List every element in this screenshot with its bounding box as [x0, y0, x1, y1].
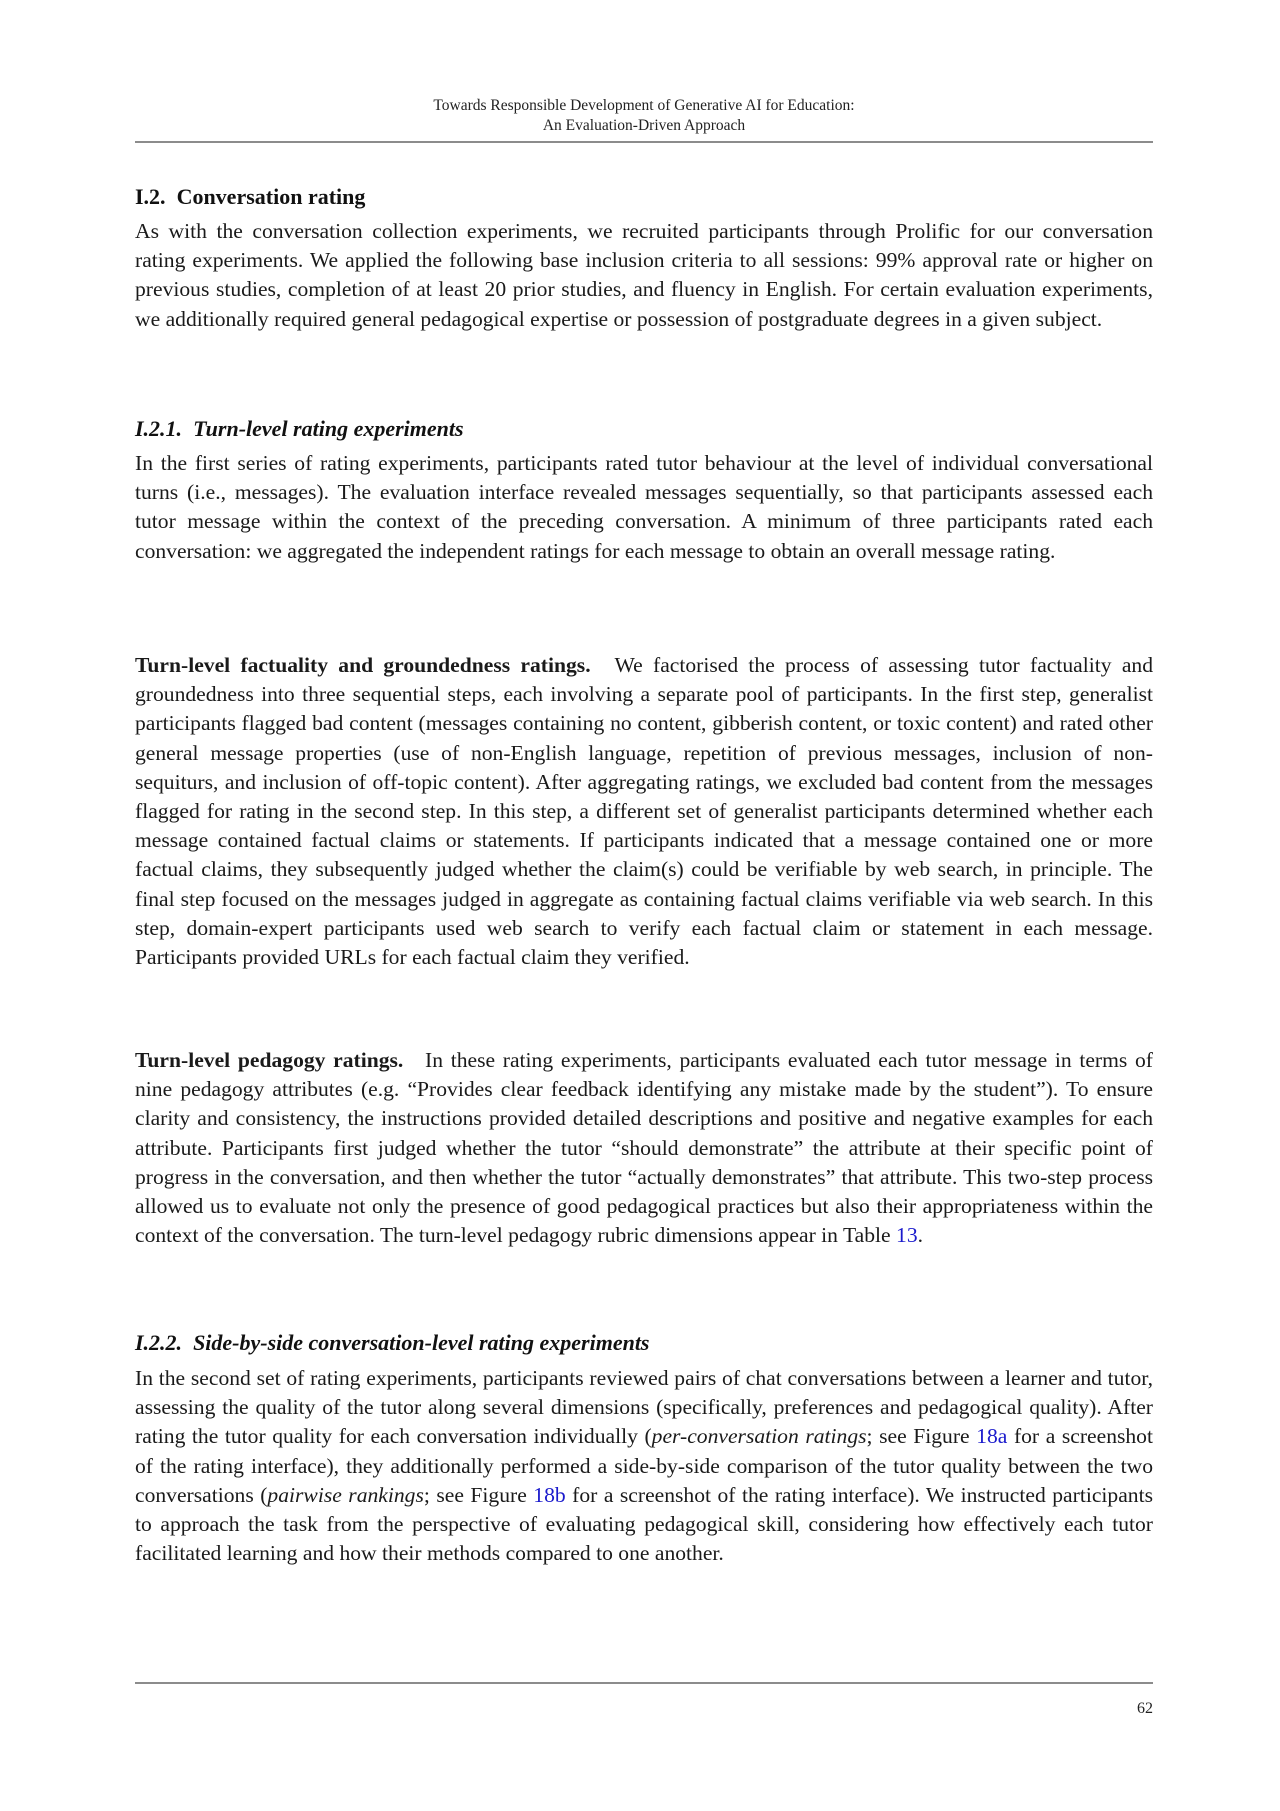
factuality-paragraph	[135, 651, 1153, 972]
running-header-line2: An Evaluation-Driven Approach	[542, 117, 746, 134]
subsection-number: I.2.1.	[135, 416, 183, 441]
subsection2-paragraph: In the second set of rating experiments, participants reviewed pairs of chat conversations between a learner and tutor, assessing the quality of the tutor along several dimensions (specifically, preferences and pedagogical quality). After rating the tutor quality for each conversation individually (per-conversation ratings; see Figure 18a for a screenshot of the rating interface), they additionally performed a side-by-side comparison of the tutor quality between the two conversations (pairwise rankings; see Figure 18b for a screenshot of the rating interface). We instructed participants to approach the task from the perspective of evaluating pedagogical skill, considering how effectively each tutor facilitated learning and how their methods compared to one another.	[135, 1366, 1153, 1566]
page-number: 62	[1137, 1700, 1153, 1717]
subsection-heading-1	[135, 416, 464, 442]
pedagogy-paragraph: Turn-level pedagogy ratings. In these rating experiments, participants evaluated each tutor message in terms of nine pedagogy attributes (e.g. “Provides clear feedback identifying any mistake made by the student”). To ensure clarity and consistency, the instructions provided detailed descriptions and positive and negative examples for each attribute. Participants first judged whether the tutor “should demonstrate” the attribute at their specific point of progress in the conversation, and then whether the tutor “actually demonstrates” that attribute. This two-step process allowed us to evaluate not only the presence of good pedagogical practices but also their appropriateness within the context of the conversation. The turn-level pedagogy rubric dimensions appear in Table 13.	[135, 1048, 1153, 1248]
pedagogy-run-in-heading: Turn-level pedagogy ratings.	[135, 1048, 404, 1072]
per-conversation-ratings-term: per-conversation ratings	[651, 1424, 867, 1449]
figure-18a-link[interactable]: 18a	[976, 1424, 1008, 1449]
figure-18b-link[interactable]: 18b	[533, 1482, 566, 1507]
footer-rule	[135, 1682, 1153, 1684]
subsection-number: I.2.2.	[135, 1330, 183, 1355]
running-header	[135, 96, 1153, 136]
subsection-title: Turn-level rating experiments	[193, 416, 464, 441]
section-heading	[135, 184, 365, 210]
running-header-line1: Towards Responsible Development of Generative AI for Education:	[433, 97, 855, 114]
factuality-run-in-heading: Turn-level factuality and groundedness ratings.	[135, 653, 591, 677]
pairwise-rankings-term: pairwise rankings	[267, 1482, 424, 1507]
table-13-link[interactable]: 13	[896, 1223, 918, 1248]
subsection-title: Side-by-side conversation-level rating experiments	[193, 1330, 650, 1355]
subsection-heading-2	[135, 1330, 650, 1356]
header-rule	[135, 141, 1153, 143]
section-title: Conversation rating	[176, 184, 366, 209]
subsection1-intro-paragraph: In the first series of rating experiments, participants rated tutor behaviour at the level of individual conversational turns (i.e., messages). The evaluation interface revealed messages sequentially, so that participants assessed each tutor message within the context of the preceding conversation. A minimum of three participants rated each conversation: we aggregated the independent ratings for each message to obtain an overall message rating.	[135, 451, 1153, 563]
section-intro-paragraph: As with the conversation collection experiments, we recruited participants through Prolific for our conversation rating experiments. We applied the following base inclusion criteria to all sessions: 99% approval rate or higher on previous studies, completion of at least 20 prior studies, and fluency in English. For certain evaluation experiments, we additionally required general pedagogical expertise or possession of postgraduate degrees in a given subject.	[135, 219, 1153, 331]
section-number: I.2.	[135, 184, 166, 209]
factuality-body: We factorised the process of assessing tutor factuality and groundedness into three sequential steps, each involving a separate pool of participants. In the first step, generalist participants flagged bad content (messages containing no content, gibberish content, or toxic content) and rated other general message properties (use of non-English language, repetition of previous messages, inclusion of non-sequiturs, and inclusion of off-topic content). After aggregating ratings, we excluded bad content from the messages flagged for rating in the second step. In this step, a different set of generalist participants determined whether each message contained factual claims or statements. If participants indicated that a message contained one or more factual claims, they subsequently judged whether the claim(s) could be verifiable by web search, in principle. The final step focused on the messages judged in aggregate as containing factual claims verifiable via web search. In this step, domain-expert participants used web search to verify each factual claim or statement in each message. Participants provided URLs for each factual claim they verified.	[135, 653, 1153, 970]
pedagogy-body: In these rating experiments, participants evaluated each tutor message in terms of nine pedagogy attributes (e.g. “Provides clear feedback identifying any mistake made by the student”). To ensure clarity and consistency, the instructions provided detailed descriptions and positive and negative examples for each attribute. Participants first judged whether the tutor “should demonstrate” the attribute at their specific point of progress in the conversation, and then whether the tutor “actually demonstrates” that attribute. This two-step process allowed us to evaluate not only the presence of good pedagogical practices but also their appropriateness within the context of the conversation. The turn-level pedagogy rubric dimensions appear in Table	[135, 1048, 1153, 1248]
